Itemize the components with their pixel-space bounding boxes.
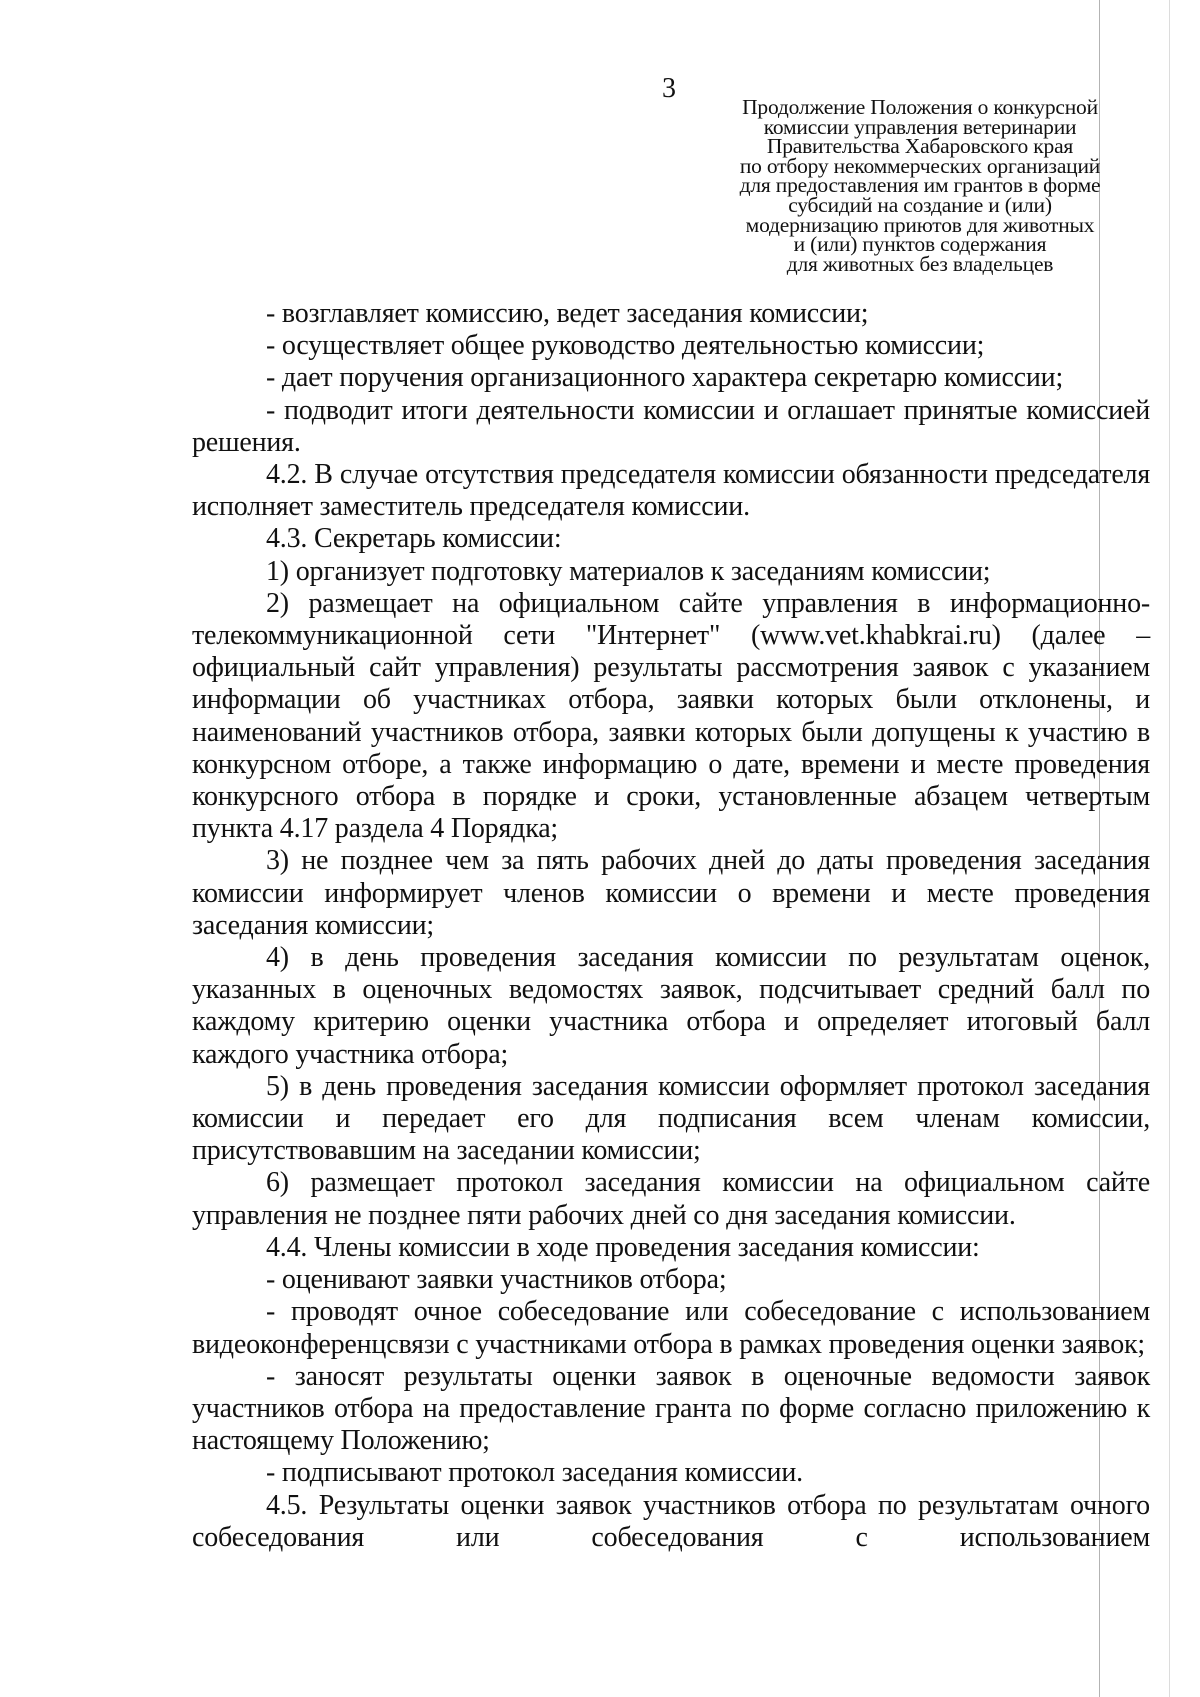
paragraph: - дает поручения организационного характера секретарю комиссии; — [266, 362, 1064, 394]
paragraph: 4) в день проведения заседания комиссии по результатам оценок, указанных в оценочных ведомостях заявок, подсчитывает средний балл по каждому критерию оценки участника отбора и определяет итоговый балл каждого участника отбора; — [192, 942, 1150, 1070]
paragraph: 1) организует подготовку материалов к заседаниям комиссии; — [266, 555, 991, 587]
scan-margin-line — [1169, 0, 1170, 1697]
header-line: комиссии управления ветеринарии — [763, 114, 1077, 139]
paragraph: 6) размещает протокол заседания комиссии на официальном сайте управления не позднее пяти рабочих дней со дня заседания комиссии. — [192, 1167, 1150, 1231]
paragraph: - подписывают протокол заседания комиссии. — [266, 1457, 803, 1489]
header-line: по отбору некоммерческих организаций — [739, 153, 1101, 178]
paragraph: - подводит итоги деятельности комиссии и оглашает принятые комиссией решения. — [192, 394, 1150, 458]
paragraph: 4.5. Результаты оценки заявок участников отбора по результатам очного собеседования или собеседования с использованием — [192, 1489, 1150, 1553]
paragraph: 2) размещает на официальном сайте управления в информационно-телекоммуникационной сети "Интернет" (www.vet.khabkrai.ru) (далее – официальный сайт управления) результаты рассмотрения заявок с указанием информации об участниках отбора, заявки которых были отклонены, и наименований участников отбора, заявки которых были допущены к участию в конкурсном отборе, а также информацию о дате, времени и месте проведения конкурсного отбора в порядке и сроки, установленные абзацем четвертым пункта 4.17 раздела 4 Порядка; — [192, 587, 1150, 845]
paragraph: - проводят очное собеседование или собеседование с использованием видеоконференцсвязи с участниками отбора в рамках проведения оценки заявок; — [192, 1296, 1150, 1360]
document-body — [192, 298, 1150, 1554]
paragraph: 4.3. Секретарь комиссии: — [266, 523, 562, 555]
paragraph: - возглавляет комиссию, ведет заседания комиссии; — [266, 298, 869, 329]
header-block — [690, 95, 1150, 276]
paragraph: - осуществляет общее руководство деятельностью комиссии; — [266, 330, 985, 362]
paragraph: 3) не позднее чем за пять рабочих дней до даты проведения заседания комиссии информирует членов комиссии о времени и месте проведения заседания комиссии; — [192, 845, 1150, 941]
paragraph: 4.4. Члены комиссии в ходе проведения заседания комиссии: — [266, 1231, 980, 1263]
paragraph: - оценивают заявки участников отбора; — [266, 1264, 727, 1296]
header-line: для животных без владельцев — [786, 251, 1054, 276]
header-line: модернизацию приютов для животных — [745, 212, 1095, 237]
header-line: и (или) пунктов содержания — [793, 232, 1047, 257]
header-line: Продолжение Положения о конкурсной — [742, 95, 1098, 119]
paragraph: 4.2. В случае отсутствия председателя комиссии обязанности председателя исполняет заместитель председателя комиссии. — [192, 459, 1150, 523]
page-number: 3 — [662, 73, 676, 104]
paragraph: - заносят результаты оценки заявок в оценочные ведомости заявок участников отбора на предоставление гранта по форме согласно приложению к настоящему Положению; — [192, 1360, 1150, 1457]
header-line: Правительства Хабаровского края — [766, 134, 1074, 159]
paragraph: 5) в день проведения заседания комиссии оформляет протокол заседания комиссии и передает его для подписания всем членам комиссии, присутствовавшим на заседании комиссии; — [192, 1070, 1150, 1167]
header-line: субсидий на создание и (или) — [788, 192, 1052, 217]
header-line: для предоставления им грантов в форме — [739, 173, 1101, 198]
